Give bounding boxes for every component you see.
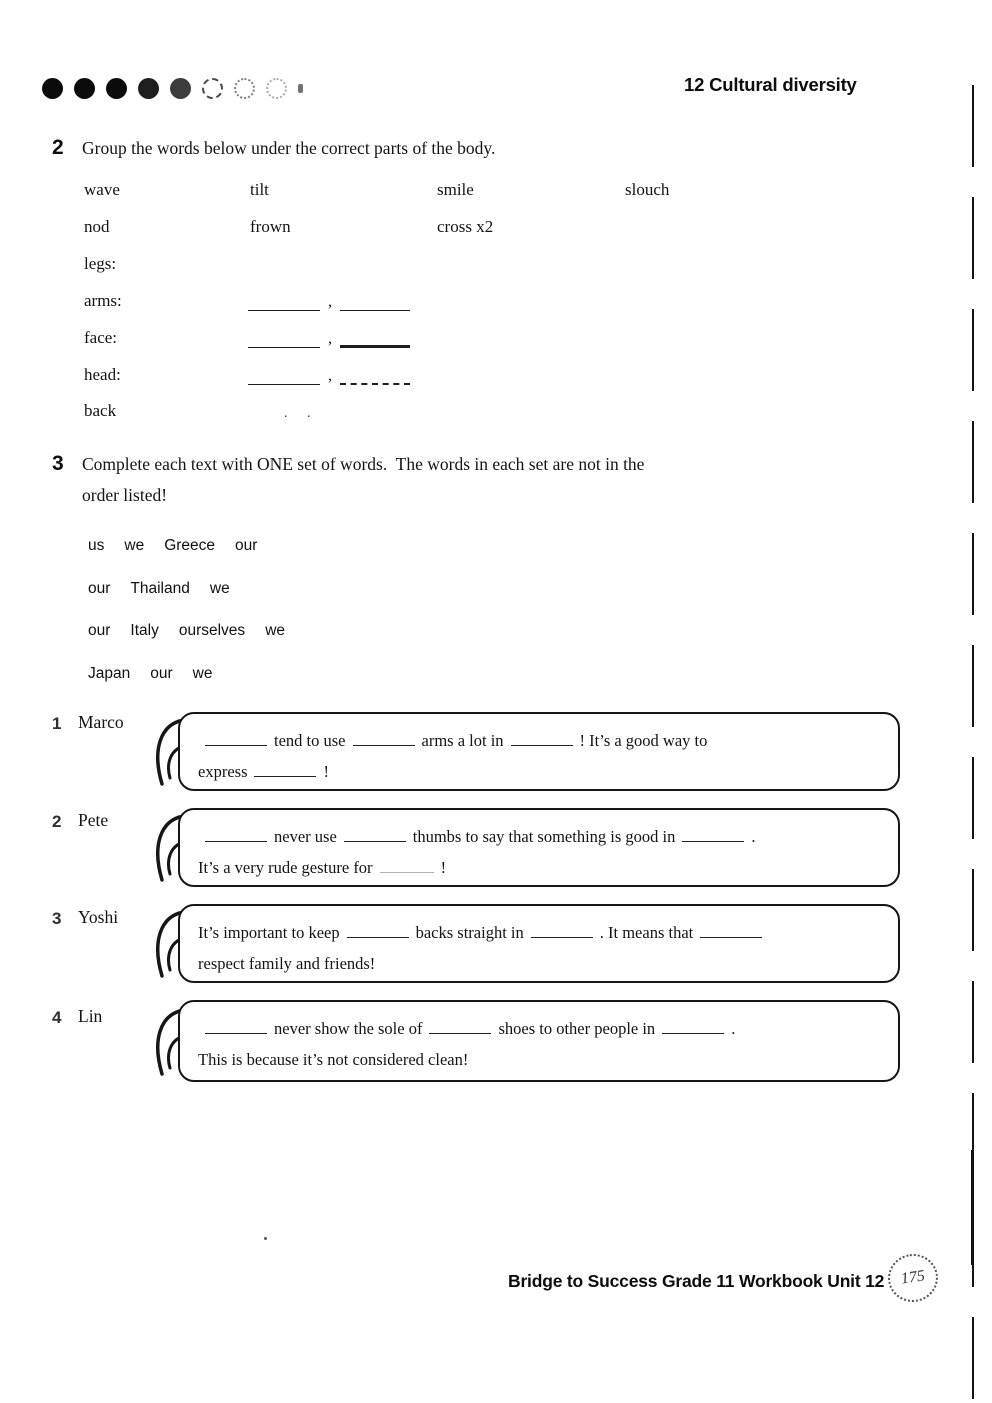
- comma-separator: ,: [328, 330, 332, 347]
- fill-blank: [344, 828, 406, 842]
- speaker-name: Yoshi: [78, 907, 119, 927]
- dot-icon: [106, 78, 127, 99]
- bank-word: smile: [437, 180, 474, 199]
- bubble-text: never show the sole of: [274, 1019, 423, 1038]
- speech-bubble-yoshi: [178, 904, 900, 983]
- bank-word: cross x2: [437, 217, 494, 236]
- word-set-4: [88, 665, 212, 683]
- dot-icon: [138, 78, 159, 99]
- set-word: our: [235, 537, 258, 554]
- fill-blank: [700, 924, 762, 938]
- answer-blank: [340, 368, 410, 385]
- word-set-3: [88, 622, 285, 640]
- bank-word: tilt: [250, 180, 269, 199]
- dot-icon: [202, 78, 223, 99]
- exercise2-instruction: Group the words below under the correct parts of the body.: [82, 138, 496, 158]
- speaker-number: 3: [52, 909, 62, 928]
- dot-icon: [234, 78, 255, 99]
- bubble-text: .: [751, 827, 756, 846]
- category-label-face: face:: [84, 328, 118, 347]
- fill-blank: [380, 859, 434, 873]
- comma-separator: ,: [328, 293, 332, 310]
- bank-word: wave: [84, 180, 120, 199]
- category-label-arms: arms:: [84, 291, 122, 310]
- speaker-name: Marco: [78, 712, 124, 732]
- halftone-dot-strip: [42, 77, 303, 99]
- set-word: our: [88, 580, 111, 597]
- set-word: Greece: [164, 537, 216, 554]
- bubble-text: ! It’s a good way to: [579, 731, 708, 750]
- bubble-text: This is because it’s not considered clean!: [198, 1050, 469, 1069]
- bubble-text: arms a lot in: [421, 731, 504, 750]
- answer-blanks-face: [248, 330, 410, 348]
- bubble-text: respect family and friends!: [198, 954, 376, 973]
- set-word: we: [124, 537, 145, 554]
- dot-icon: [170, 78, 191, 99]
- set-word: us: [88, 537, 105, 554]
- answer-blank: [248, 369, 320, 385]
- speaker-name: Lin: [78, 1006, 103, 1026]
- category-label-back: back: [84, 401, 117, 420]
- bubble-text: never use: [274, 827, 337, 846]
- set-word: we: [192, 665, 213, 682]
- scan-speck: [264, 1237, 267, 1240]
- answer-blank: [248, 332, 320, 348]
- dot-icon: [42, 78, 63, 99]
- word-set-1: [88, 537, 257, 555]
- fill-blank: [254, 763, 316, 777]
- bubble-text: .: [731, 1019, 736, 1038]
- category-label-head: head:: [84, 365, 121, 384]
- dot-icon: [74, 78, 95, 99]
- speech-bubble-pete: [178, 808, 900, 887]
- answer-blank: [248, 295, 320, 311]
- set-word: our: [150, 665, 173, 682]
- answer-blanks-head: [248, 367, 410, 385]
- unit-header: 12 Cultural diversity: [684, 74, 857, 95]
- bubble-text: It’s important to keep: [198, 923, 340, 942]
- set-word: ourselves: [178, 622, 246, 639]
- bubble-text: . It means that: [599, 923, 694, 942]
- exercise3-number: 3: [52, 452, 64, 475]
- bubble-text: thumbs to say that something is good in: [412, 827, 676, 846]
- scan-edge-line-thick: [971, 1150, 974, 1265]
- bubble-text: !: [323, 762, 329, 781]
- speaker-number: 1: [52, 714, 62, 733]
- speaker-number: 2: [52, 812, 62, 831]
- speech-bubble-marco: [178, 712, 900, 791]
- bank-word: nod: [84, 217, 110, 236]
- set-word: Thailand: [130, 580, 190, 597]
- fill-blank: [205, 828, 267, 842]
- exercise2-number: 2: [52, 136, 64, 159]
- exercise3-instruction-line2: order listed!: [82, 485, 168, 505]
- speech-bubble-lin: [178, 1000, 900, 1082]
- footer-title: Bridge to Success Grade 11 Workbook Unit 12: [508, 1271, 885, 1291]
- set-word: our: [88, 622, 111, 639]
- answer-blank: [340, 330, 410, 348]
- fill-blank: [353, 732, 415, 746]
- set-word: Italy: [130, 622, 159, 639]
- bank-word: slouch: [625, 180, 670, 199]
- fill-blank: [682, 828, 744, 842]
- comma-separator: ,: [328, 367, 332, 384]
- faint-marks: . .: [284, 406, 319, 421]
- fill-blank: [205, 1020, 267, 1034]
- set-word: we: [265, 622, 286, 639]
- page-number-badge: [885, 1251, 941, 1305]
- speaker-name: Pete: [78, 810, 109, 830]
- fill-blank: [429, 1020, 491, 1034]
- set-word: Japan: [88, 665, 131, 682]
- word-set-2: [88, 580, 230, 598]
- bubble-text: express: [198, 762, 248, 781]
- exercise3-instruction-line1: Complete each text with ONE set of words. The words in each set are not in the: [82, 454, 645, 474]
- bubble-text: backs straight in: [415, 923, 524, 942]
- bubble-text: tend to use: [274, 731, 346, 750]
- fill-blank: [662, 1020, 724, 1034]
- answer-blanks-arms: [248, 293, 410, 311]
- dot-icon: [266, 78, 287, 99]
- dot-icon: [298, 84, 303, 93]
- page-number: 175: [899, 1267, 926, 1288]
- bubble-text: !: [440, 858, 447, 877]
- bubble-text: It’s a very rude gesture for: [198, 858, 373, 877]
- bubble-text: shoes to other people in: [498, 1019, 656, 1038]
- fill-blank: [531, 924, 593, 938]
- fill-blank: [511, 732, 573, 746]
- set-word: we: [209, 580, 230, 597]
- bank-word: frown: [250, 217, 291, 236]
- fill-blank: [205, 732, 267, 746]
- fill-blank: [347, 924, 409, 938]
- category-label-legs: legs:: [84, 254, 117, 273]
- speaker-number: 4: [52, 1008, 62, 1027]
- answer-blank: [340, 295, 410, 311]
